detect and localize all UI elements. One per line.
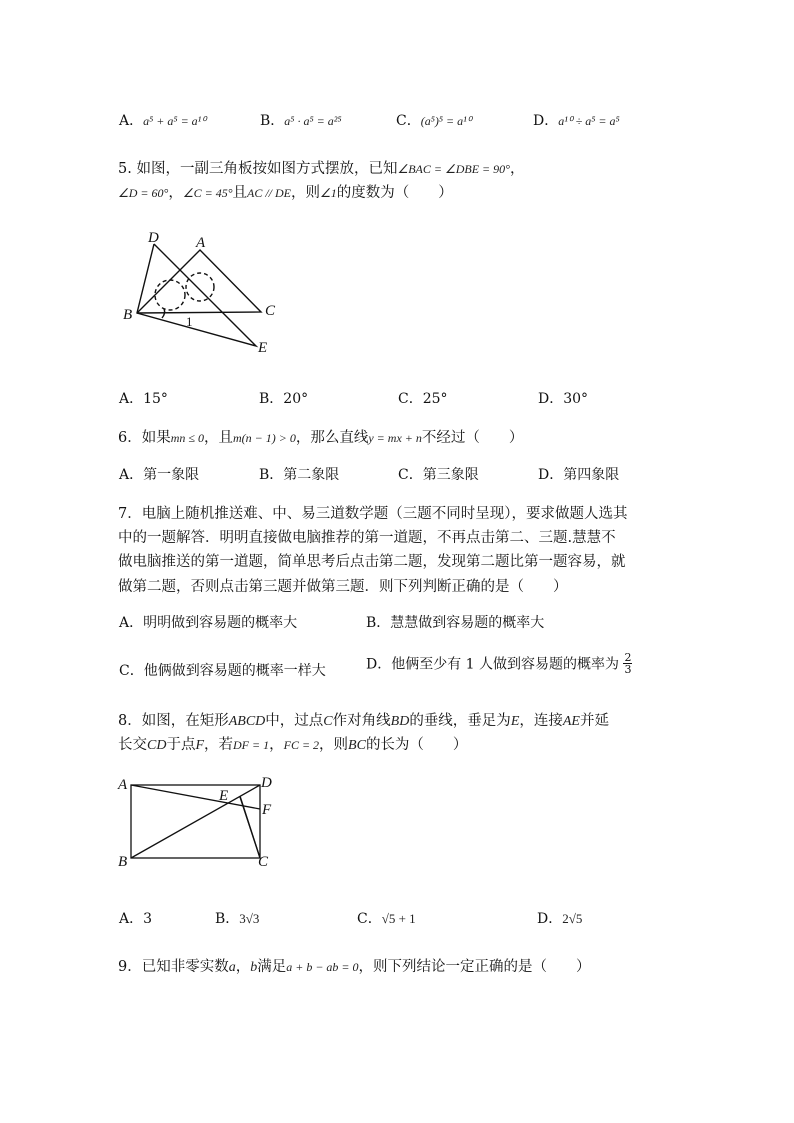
q8-line-ef-to-c — [240, 797, 260, 858]
q5-triangle-bac — [137, 250, 261, 313]
q8-option-b-expr: 3√3 — [239, 911, 260, 926]
q5-option-b: B．20° — [259, 391, 309, 407]
q4-option-b-expr: a⁵ · a⁵ = a²⁵ — [284, 114, 342, 128]
q7-option-a: A．明明做到容易题的概率大 — [119, 615, 298, 631]
q8-label-a: A — [118, 777, 128, 793]
q7-option-b: B．慧慧做到容易题的概率大 — [366, 615, 545, 631]
q8-option-d-expr: 2√5 — [562, 911, 583, 926]
q4-option-b: B．a⁵ · a⁵ = a²⁵ — [260, 113, 342, 129]
q8-option-d: D．2√5 — [537, 911, 583, 927]
q5-circle-right — [186, 273, 214, 301]
q7-option-d: D．他俩至少有 1 人做到容易题的概率为 $\frac{2}{3}$ — [366, 651, 632, 676]
q5-stem-line2: ∠D = 60°，∠C = 45°且AC // DE，则∠1的度数为（ ） — [118, 185, 453, 201]
q8-option-a: A．3 — [119, 911, 153, 927]
q8-option-b: B．3√3 — [215, 911, 260, 927]
q5-label-b: B — [123, 307, 133, 323]
q8-figure-rectangle — [112, 768, 282, 873]
q8-stem-line1: 8．如图，在矩形ABCD中，过点C作对角线BD的垂线，垂足为E，连接AE并延 — [118, 713, 609, 729]
q6-option-a: A．第一象限 — [119, 467, 200, 483]
q5-option-a: A．15° — [119, 391, 168, 407]
q5-circle-left — [155, 280, 185, 310]
q8-option-c-expr: √5 + 1 — [381, 911, 416, 926]
q5-stem-line1: 5. 如图，一副三角板按如图方式摆放，已知∠BAC = ∠DBE = 90°， — [118, 161, 525, 177]
q7-stem-line1: 7．电脑上随机推送难、中、易三道数学题（三题不同时呈现），要求做题人选其 — [118, 506, 628, 522]
q8-option-c: C．√5 + 1 — [357, 911, 416, 927]
q4-option-c-expr: (a⁵)⁵ = a¹⁰ — [420, 114, 472, 128]
q5-label-e: E — [258, 340, 268, 356]
q5-option-d: D．30° — [538, 391, 589, 407]
q5-label-a: A — [196, 235, 206, 251]
q8-label-f: F — [262, 802, 272, 818]
q5-label-1: 1 — [186, 314, 193, 329]
q6-stem: 6．如果mn ≤ 0，且m(n − 1) > 0，那么直线y = mx + n不经过（ ） — [118, 430, 524, 446]
q4-option-a-expr: a⁵ + a⁵ = a¹⁰ — [143, 114, 207, 128]
q8-label-e: E — [219, 788, 229, 804]
q7-option-c: C．他俩做到容易题的概率一样大 — [119, 663, 326, 679]
q4-option-a: A．a⁵ + a⁵ = a¹⁰ — [119, 113, 207, 129]
q8-stem-line2: 长交CD于点F，若DF = 1，FC = 2，则BC的长为（ ） — [118, 737, 468, 753]
q4-option-d-expr: a¹⁰ ÷ a⁵ = a⁵ — [558, 114, 620, 128]
q8-label-c: C — [258, 854, 269, 870]
q6-option-b: B．第二象限 — [259, 467, 340, 483]
q7-stem-line4: 做第二题，否则点击第三题并做第三题．则下列判断正确的是（ ） — [118, 579, 568, 595]
q6-option-c: C．第三象限 — [398, 467, 479, 483]
q5-option-c: C．25° — [398, 391, 448, 407]
q4-option-d: D．a¹⁰ ÷ a⁵ = a⁵ — [533, 113, 620, 129]
q8-label-d: D — [261, 775, 272, 791]
q5-figure-triangles — [110, 225, 290, 360]
q7-stem-line2: 中的一题解答．明明直接做电脑推荐的第一道题，不再点击第二、三题.慧慧不 — [118, 530, 616, 546]
q5-angle-1-arc — [162, 309, 165, 318]
q6-option-d: D．第四象限 — [538, 467, 620, 483]
q9-stem: 9．已知非零实数a，b满足a + b − ab = 0，则下列结论一定正确的是（ ） — [118, 959, 591, 975]
q5-label-d: D — [148, 230, 159, 246]
q7-fraction-two-thirds: $\frac{2}{3}$ — [624, 651, 632, 676]
q7-stem-line3: 做电脑推送的第一道题，简单思考后点击第二题，发现第二题比第一题容易，就 — [118, 554, 626, 570]
q5-label-c: C — [265, 303, 276, 319]
q8-label-b: B — [118, 854, 128, 870]
q4-option-c: C．(a⁵)⁵ = a¹⁰ — [396, 113, 472, 129]
